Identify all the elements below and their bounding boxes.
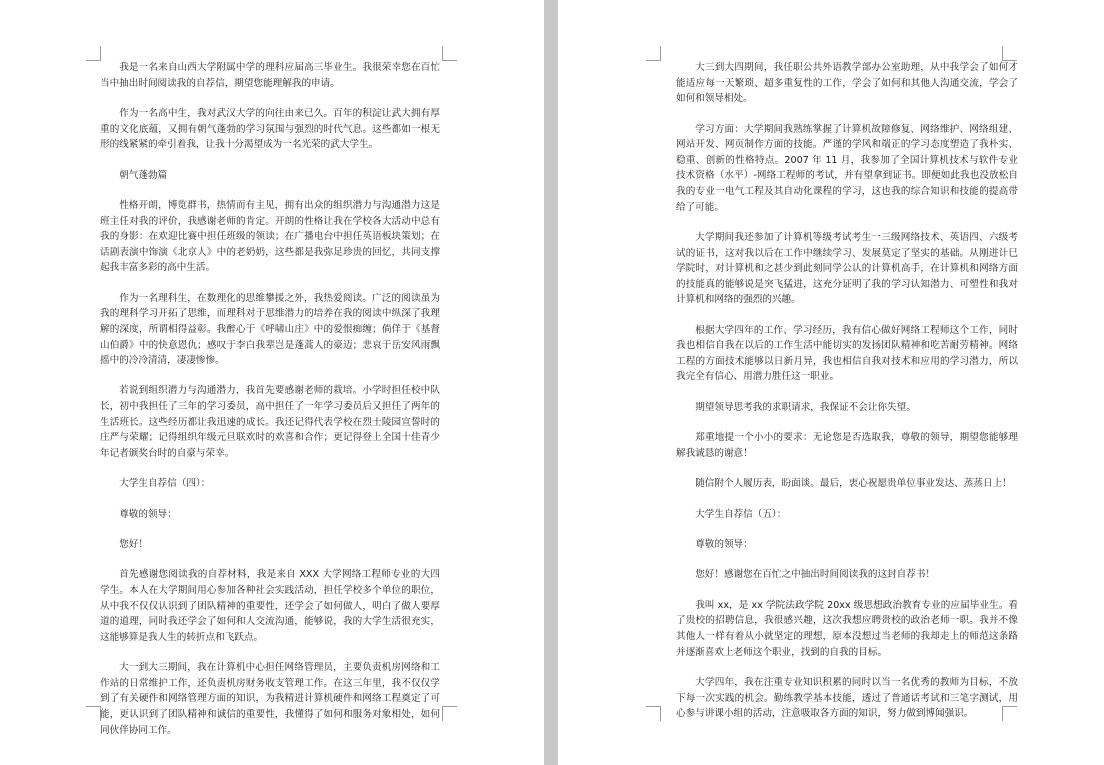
paragraph: 我是一名来自山西大学附属中学的理科应届高三毕业生。我很荣幸您在百忙当中抽出时间阅读我的自荐信，期望您能理解我的申请。 (100, 62, 440, 89)
paragraph: 作为一名高中生，我对武汉大学的向往由来已久。百年的积淀让武大拥有厚重的文化底蕴，又拥有朝气蓬勃的学习氛围与强烈的时代气息。这些都如一根无形的线紧紧的牵引着我，让我十分渴望成为一名光荣的武大学生。 (100, 107, 440, 151)
page-gutter (544, 0, 558, 765)
document-page-left (0, 0, 544, 765)
crop-mark-top-right (442, 46, 457, 61)
paragraph: 性格开朗，博览群书，热情而有主见，拥有出众的组织潜力与沟通潜力这是班主任对我的评价，我感谢老师的肯定。开朗的性格让我在学校各大活动中总有我的身影：在欢迎比赛中担任班级的领读；在广播电台中担任英语板块策划；在话剧表演中饰演《北京人》中的老奶奶，这些都是我弥足珍贵的回忆，共同支撑起我丰富多彩的高中生活。 (100, 199, 440, 274)
paragraph: 大学四年，我在注重专业知识积累的同时以当一名优秀的教师为目标，不放下每一次实践的机会。勤练教学基本技能，透过了普通话考试和三笔字测试，用心参与讲课小组的活动，注意吸取各方面的知识，努力做到博闻强识。 (676, 676, 1018, 720)
paragraph: 大三到大四期间，我任职公共外语教学部办公室助理，从中我学会了如何才能适应每一天繁琐、超多重复性的工作，学会了如何和其他人沟通交流，学会了如何和领导相处。 (676, 62, 1018, 105)
paragraph: 大学期间我还参加了计算机等级考试考生一三级网络技术、英语四、六级考试的证书，这对我以后在工作中继续学习、发展莫定了坚实的基础。从刚进计巳学院时，对计算机和之甚少到此刻同学公认的计算机高手，在计算机和网络方面的技能真的能够说是突飞猛进，这充分证明了我的学习认知潜力、可塑性和我对计算机和网络的强烈的兴趣。 (676, 231, 1018, 306)
crop-mark-bottom-right (442, 706, 457, 721)
greeting: 您好！感谢您在百忙之中抽出时间阅读我的这封自荐书！ (695, 569, 936, 581)
paragraph: 学习方面：大学期间我熟练掌握了计算机故障修复、网络维护、网络组建、网站开发、网页制作方面的技能。严谨的学风和端正的学习态度塑造了我朴实、稳重、创新的性格特点。2007 年 11 月，我参加了全国计算机技术与软件专业技术资格（水平）-网络工程师的考试，并有望拿到证书。即便如此我也没放松自我的专业一电气工程及其自动化课程的学习，这也我的综合知识和技能的提高带给了可能。 (676, 123, 1018, 213)
paragraph: 若说到组织潜力与沟通潜力，我首先要感谢老师的栽培。小学时担任校中队长，初中我担任了三年的学习委员，高中担任了一年学习委员后又担任了两年的生活班长。这些经历都让我迅速的成长。我还记得代表学校在烈士陵园宣誓时的庄严与荣耀；记得组织年级元旦联欢时的欢喜和合作；更记得登上全国十佳青少年记者颁奖台时的自豪与荣幸。 (100, 385, 440, 459)
salutation: 尊敬的领导： (695, 539, 753, 551)
paragraph: 首先感谢您阅读我的自荐材料，我是来自 XXX 大学网络工程师专业的大四学生。本人在大学期间用心参加各种社会实践活动，担任学校多个单位的职位，从中我不仅仅认识到了团队精神的重要性，还学会了如何做人，明白了做人要厚道的道理，同时我还学会了如何和人交流沟通，能够说，我的大学生活很充实，这能够算是我人生的转折点和飞跃点。 (100, 569, 440, 643)
paragraph: 根据大学四年的工作、学习经历，我有信心做好网络工程师这个工作，同时我也相信自我在以后的工作生活中能切实的发扬团队精神和吃苦耐劳精神。网络工程的方面技术能够以日新月异，我也相信自我对技术和应用的学习潜力，所以我完全有信心、用潜力胜任这一职业。 (676, 324, 1018, 383)
paragraph: 作为一名理科生，在数理化的思维攀援之外，我热爱阅读。广泛的阅读虽为我的理科学习开拓了思维，而理科对于思维潜力的培养在我的阅读中纵深了我理解的深度，所谓相得益彰。我醉心于《呼啸山庄》中的爱恨痴缠；倘佯于《基督山伯爵》中的快意恩仇；感叹于李白我辈岂是蓬蒿人的豪迈；悲哀于岳安风雨飘摇中的冷冷清清，凄凄惨惨。 (100, 292, 440, 367)
paragraph: 我叫 xx，是 xx 学院法政学院 20xx 级思想政治教育专业的应届毕业生。看了贵校的招聘信息，我很感兴趣，这次我想应聘贵校的政治老师一职。我并不像其他人一样有着从小就坚定的理想，原本没想过当老师的我却走上的师范这条路并逐渐喜欢上老师这个职业，找到的自我的目标。 (676, 599, 1018, 658)
paragraph: 大一到大三期间，我在计算机中心担任网络管理员，主要负责机房网络和工作站的日常维护工作，还负责机房财务收支管理工作。在这三年里，我不仅仅学到了有关硬件和网络管理方面的知识，为我精进计算机硬件和网络工程奠定了可能，更认识到了团队精神和诚信的重要性，我懂得了如何和服务对象相处，如何同伙伴协同工作。 (100, 662, 440, 736)
paragraph: 郑重地提一个小小的要求：无论您是否选取我，尊敬的领导，期望您能够理解我诚恳的谢意！ (676, 432, 1018, 459)
paragraph: 随信附个人履历表，盼面谈。最后，衷心祝愿贵单位事业发达、蒸蒸日上！ (695, 478, 1012, 490)
page-text-body (676, 60, 1018, 737)
crop-mark-bottom-left (86, 706, 101, 721)
page-text-body (100, 60, 440, 753)
salutation: 尊敬的领导： (119, 508, 177, 520)
crop-mark-top-left (86, 46, 101, 61)
document-page-right (558, 0, 1104, 765)
crop-mark-bottom-left (646, 706, 661, 721)
section-heading: 朝气蓬勃篇 (119, 169, 168, 181)
crop-mark-top-left (646, 46, 661, 61)
paragraph: 期望领导思考我的求职请求，我保证不会让你失望。 (695, 401, 916, 413)
greeting: 您好！ (119, 539, 148, 551)
letter-title: 大学生自荐信（四）： (119, 478, 211, 490)
letter-title: 大学生自荐信（五）： (695, 508, 787, 520)
crop-mark-top-right (1002, 46, 1017, 61)
